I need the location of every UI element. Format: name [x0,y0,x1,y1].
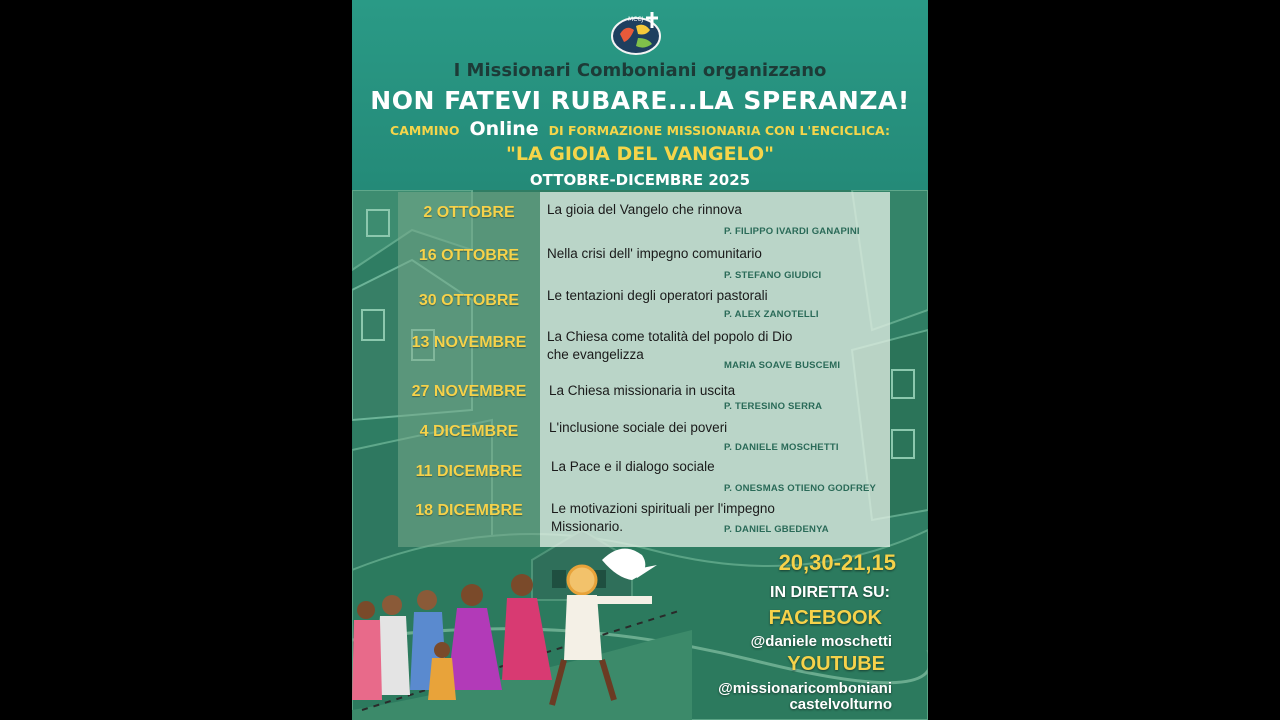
schedule-speaker: P. TERESINO SERRA [724,401,823,412]
schedule-speaker: P. STEFANO GIUDICI [724,270,822,281]
schedule-topic: Le tentazioni degli operatori pastorali [547,288,768,303]
schedule-topic: La Pace e il dialogo sociale [551,459,715,474]
event-time: 20,30-21,15 [778,550,896,575]
schedule-topic: La Chiesa come totalità del popolo di Dio che evangelizza [547,329,793,362]
dove-icon [602,549,657,580]
poster-header [352,0,928,190]
schedule-topic: Le motivazioni spirituali per l'impegno Missionario. [551,501,775,534]
facebook-handle-link[interactable]: @daniele moschetti [750,633,892,650]
people-walking-illustration [352,540,692,720]
schedule-date: 2 OTTOBRE [423,204,515,221]
youtube-handle-link-continued[interactable]: castelvolturno [789,696,892,713]
youtube-handle-link[interactable]: @missionaricomboniani [718,680,892,697]
schedule-speaker: P. ALEX ZANOTELLI [724,309,819,320]
schedule-date: 30 OTTOBRE [418,292,520,309]
event-poster [352,0,928,720]
logo-text: MCCJ [628,16,644,23]
dates-column [398,192,540,547]
schedule-speaker: MARIA SOAVE BUSCEMI [724,360,841,371]
schedule-speaker: P. DANIELE MOSCHETTI [724,442,839,453]
schedule-date: 16 OTTOBRE [418,247,520,264]
subtitle-online: Online [469,118,539,140]
schedule-date: 27 NOVEMBRE [411,383,527,400]
schedule-speaker: P. DANIEL GBEDENYA [724,524,829,535]
mccj-logo-icon [608,8,668,56]
poster-subtitle [352,118,928,140]
poster-intro: I Missionari Comboniani organizzano [453,60,827,81]
schedule-date: 18 DICEMBRE [415,502,523,519]
schedule-topic: La gioia del Vangelo che rinnova [547,202,742,217]
schedule-speaker: P. FILIPPO IVARDI GANAPINI [724,226,860,237]
schedule-panel [398,192,890,547]
schedule-speaker: P. ONESMAS OTIENO GODFREY [724,483,877,494]
period-label: OTTOBRE-DICEMBRE 2025 [529,171,751,189]
schedule-topic: L'inclusione sociale dei poveri [549,420,728,435]
encyclical-title: "LA GIOIA DEL VANGELO" [505,143,775,165]
subtitle-post: DI FORMAZIONE MISSIONARIA CON L'ENCICLICA: [548,123,890,138]
live-label: IN DIRETTA SU: [770,584,890,601]
schedule-date: 13 NOVEMBRE [411,334,527,351]
schedule-topic: La Chiesa missionaria in uscita [549,383,736,398]
facebook-label: FACEBOOK [768,607,882,629]
schedule-date: 11 DICEMBRE [415,463,523,480]
poster-title: NON FATEVI RUBARE...LA SPERANZA! [370,86,910,115]
subtitle-pre: CAMMINO [390,123,460,138]
youtube-label: YOUTUBE [787,653,885,675]
schedule-date: 4 DICEMBRE [419,423,519,440]
schedule-topic: Nella crisi dell' impegno comunitario [547,246,762,261]
